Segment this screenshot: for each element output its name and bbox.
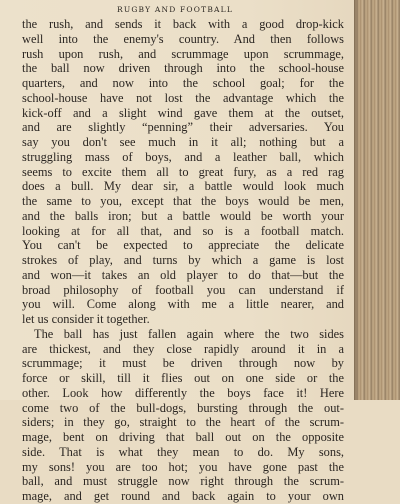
text-line: scrummage; it must be driven through now by [22,356,344,371]
text-line: school-house have not lost the advantage which the [22,90,344,105]
text-line: and won—it takes an old player to do that—but the [22,267,344,282]
page-body-text [22,17,344,504]
text-line: force or skill, till it flies out on one side or the [22,371,344,385]
text-line: You can't be expected to appreciate the delicate [22,238,344,253]
text-line: are thickest, and they close rapidly around it in a [22,341,344,356]
text-line: looking at for all that, and so is a football match. [22,223,344,238]
text-line: siders; in they go, straight to the heart of the scrum- [22,415,344,430]
text-line: the same to you, except that the boys would be men, [22,194,344,208]
text-line: my sons! you are too hot; you have gone past the [22,459,344,474]
text-line: and the balls iron; but a battle would be worth your [22,208,344,223]
text-line: the rush, and sends it back with a good drop-kick [22,17,344,31]
text-line: The ball has just fallen again where the two sides [34,326,344,341]
text-line: ball, and must struggle now right through the scrum- [22,474,344,489]
text-line: strokes of play, and turns by which a game is lost [22,253,344,267]
text-line: well into the enemy's country. And then follows [22,31,344,46]
text-line: come two of the bull-dogs, bursting through the out- [22,400,344,415]
text-line: rush upon rush, and scrummage upon scrummage, [22,46,344,61]
text-line: say you don't see much in it all; nothing but a [22,135,344,149]
text-line: and are slightly “penning” their adversaries. You [22,120,344,135]
text-line: you will. Come along with me a little nearer, and [22,297,344,312]
text-line: seems to excite them all to great fury, as a red rag [22,164,344,179]
text-line: struggling mass of boys, and a leather ball, which [22,149,344,164]
running-head: RUGBY AND FOOTBALL [116,5,234,14]
page-edges [354,0,400,400]
text-line: let us consider it together. [22,312,150,326]
text-line: the ball now driven through into the school-house [22,61,344,76]
text-line: mage, and get round and back again to your own [22,489,344,503]
text-line: quarters, and now into the school goal; for the [22,76,344,90]
text-line: mage, bent on driving that ball out on the opposite [22,430,344,444]
text-line: other. Look how differently the boys face it! Here [22,385,344,400]
text-line: does a bull. My dear sir, a battle would look much [22,179,344,194]
text-line: broad philosophy of football you can understand if [22,282,344,297]
text-line: side. That is what they mean to do. My sons, [22,444,344,459]
text-line: kick-off and a slight wind gave them at the outset, [22,105,344,120]
